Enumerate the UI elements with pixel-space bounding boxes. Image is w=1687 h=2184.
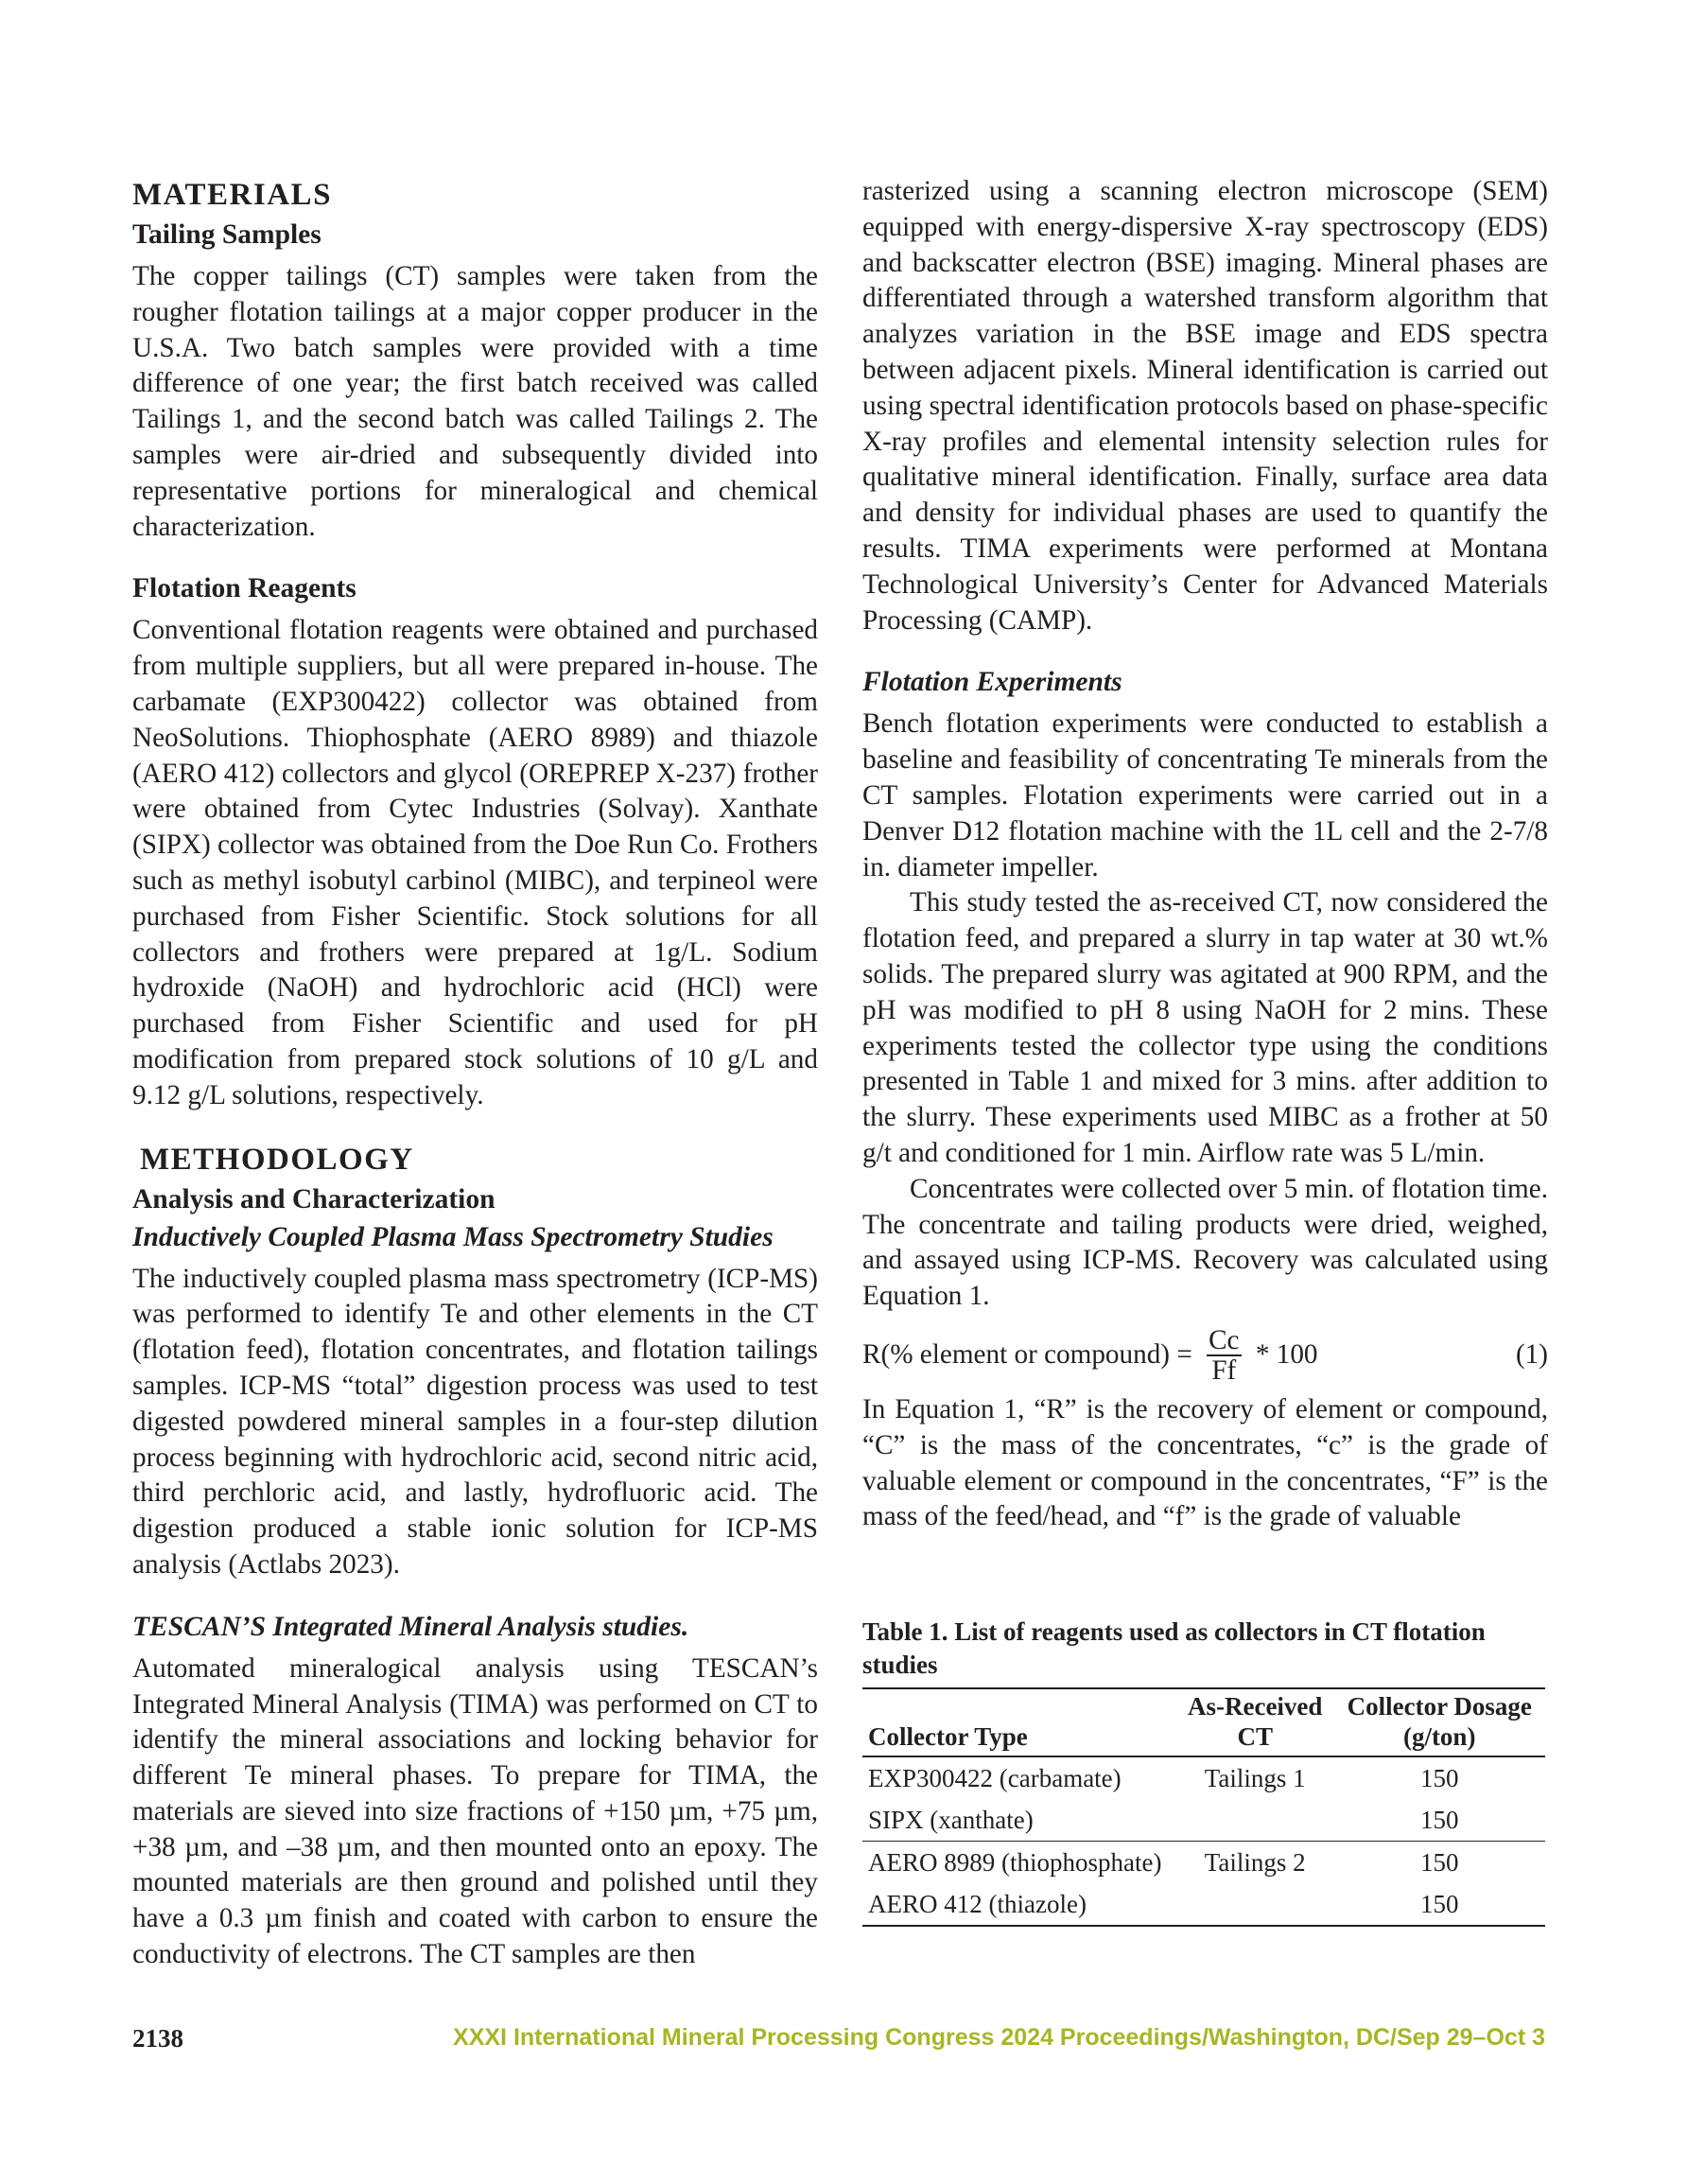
tailing-samples-paragraph: The copper tailings (CT) samples were taken from the rougher flotation tailings at a major copper producer in the U.S.A. Two batch samples were provided with a time difference of one year; the first batch received was called Tailings 1, and the second batch was called Tailings 2. The samples were air-dried and subsequently divided into representative portions for mineralogical and chemical characterization. <box>132 261 818 542</box>
table-cell: EXP300422 (carbamate) <box>868 1764 1122 1792</box>
equation-explanation-paragraph: In Equation 1, “R” is the recovery of element or compound, “C” is the mass of the concentrates, “c” is the grade of valuable element or compound in the concentrates, “F” is the mass of the feed/head, and “f” is the grade of valuable <box>862 1393 1548 1532</box>
table-cell: AERO 412 (thiazole) <box>862 1883 1176 1926</box>
tima-continued-paragraph: rasterized using a scanning electron microscope (SEM) equipped with energy-dispersive X-ray spectroscopy (EDS) and backscatter electron (BSE) imaging. Mineral phases are differentiated through a watershed transform algorithm that analyzes variation in the BSE image and EDS spectra between adjacent pixels. Mineral identification is carried out using spectral identification protocols based on phase-specific X-ray profiles and elemental intensity selection rules for qualitative mineral identification. Finally, surface area data and density for individual phases are used to quantify the results. TIMA experiments were performed at Montana Technological University’s Center for Advanced Materials Processing (CAMP). <box>862 176 1548 636</box>
table-cell: SIPX (xanthate) <box>868 1806 1034 1834</box>
flotation-paragraph-2: This study tested the as-received CT, now considered the flotation feed, and prepared a slurry in tap water at 30 wt.% solids. The prepared slurry was agitated at 900 RPM, and the pH was modified to pH 8 using NaOH for 2 mins. These experiments tested the collector type using the conditions presented in Table 1 and mixed for 3 mins. after addition to the slurry. These experiments used MIBC as a frother at 50 g/t and conditioned for 1 min. Airflow rate was 5 L/min. <box>862 887 1548 1168</box>
table-1 <box>862 1616 1545 1927</box>
flotation-paragraph-3: Concentrates were collected over 5 min. of flotation time. The concentrate and tailing products were dried, weighed, and assayed using ICP-MS. Recovery was calculated using Equation 1. <box>862 1173 1548 1312</box>
column-header: Collector Type <box>868 1722 1028 1751</box>
table-row <box>862 1799 1545 1842</box>
table-row <box>862 1842 1545 1884</box>
reagents-table <box>862 1687 1545 1927</box>
flotation-experiments-heading: Flotation Experiments <box>862 667 1122 698</box>
column-header: As-Received CT <box>1187 1692 1323 1751</box>
tailing-samples-heading: Tailing Samples <box>132 219 322 250</box>
table-cell: Tailings 1 <box>1204 1764 1306 1792</box>
column-header: Collector Dosage (g/ton) <box>1347 1692 1532 1751</box>
table-cell: 150 <box>1333 1842 1545 1884</box>
analysis-heading: Analysis and Characterization <box>132 1183 496 1214</box>
page-number: 2138 <box>132 2024 183 2053</box>
table-header-row <box>862 1688 1545 1756</box>
equation-lhs: R(% element or compound) = <box>862 1339 1200 1371</box>
flotation-reagents-paragraph: Conventional flotation reagents were obtained and purchased from multiple suppliers, but all were prepared in-house. The carbamate (EXP300422) collector was obtained from NeoSolutions. Thiophosphate (AERO 8989) and thiazole (AERO 412) collectors and glycol (OREPREP X-237) frother were obtained from Cytec Industries (Solvay). Xanthate (SIPX) collector was obtained from the Doe Run Co. Frothers such as methyl isobutyl carbinol (MIBC), and terpineol were purchased from Fisher Scientific. Stock solutions for all collectors and frothers were prepared at 1g/L. Sodium hydroxide (NaOH) and hydrochloric acid (HCl) were purchased from Fisher Scientific and used for pH modification from prepared stock solutions of 10 g/L and 9.12 g/L solutions, respectively. <box>132 615 818 1110</box>
recovery-equation <box>862 1319 1548 1392</box>
tima-paragraph: Automated mineralogical analysis using TESCAN’s Integrated Mineral Analysis (TIMA) was performed on CT to identify the mineral associations and locking behavior for different Te mineral phases. To prepare for TIMA, the materials are sieved into size fractions of +150 µm, +75 µm, +38 µm, and –38 µm, and then mounted onto an epoxy. The mounted materials are then ground and polished until they have a 0.3 µm finish and coated with carbon to ensure the conductivity of electrons. The CT samples are then <box>132 1652 818 1970</box>
icpms-heading: Inductively Coupled Plasma Mass Spectrometry Studies <box>132 1221 774 1252</box>
equation-rhs: * 100 <box>1248 1339 1318 1371</box>
table-cell <box>1176 1883 1333 1926</box>
methodology-heading: METHODOLOGY <box>140 1142 414 1177</box>
table-cell: AERO 8989 (thiophosphate) <box>862 1842 1176 1884</box>
table-cell: Tailings 2 <box>1176 1842 1333 1884</box>
proceedings-title: XXXI International Mineral Processing Congress 2024 Proceedings/Washington, DC/Sep 29–Oct 3 <box>453 2024 1545 2051</box>
equation-fraction <box>1207 1326 1241 1385</box>
equation-numerator: Cc <box>1209 1324 1240 1355</box>
table-row <box>862 1756 1545 1799</box>
table-cell: 150 <box>1333 1883 1545 1926</box>
left-column <box>132 174 818 1973</box>
flotation-reagents-heading: Flotation Reagents <box>132 573 357 604</box>
equation-number: (1) <box>1515 1339 1548 1371</box>
right-column <box>862 174 1548 1535</box>
table-cell: 150 <box>1419 1806 1459 1834</box>
icpms-paragraph: The inductively coupled plasma mass spectrometry (ICP-MS) was performed to identify Te and other elements in the CT (flotation feed), flotation concentrates, and flotation tailings samples. ICP-MS “total” digestion process was used to test digested powdered mineral samples in a four-step dilution process beginning with hydrochloric acid, second nitric acid, third perchloric acid, and lastly, hydrofluoric acid. The digestion produced a stable ionic solution for ICP-MS analysis (Actlabs 2023). <box>132 1263 818 1580</box>
page-footer <box>132 2024 1545 2062</box>
flotation-paragraph-1: Bench flotation experiments were conducted to establish a baseline and feasibility of concentrating Te minerals from the CT samples. Flotation experiments were carried out in a Denver D12 flotation machine with the 1L cell and the 2-7/8 in. diameter impeller. <box>862 708 1548 882</box>
materials-heading: MATERIALS <box>132 178 332 212</box>
equation-denominator: Ff <box>1211 1354 1237 1386</box>
table-caption: Table 1. List of reagents used as collectors in CT flotation studies <box>862 1617 1486 1679</box>
table-cell: 150 <box>1419 1764 1459 1792</box>
table-row <box>862 1883 1545 1926</box>
table-cell <box>1176 1799 1333 1842</box>
tima-heading: TESCAN’S Integrated Mineral Analysis studies. <box>132 1611 689 1642</box>
